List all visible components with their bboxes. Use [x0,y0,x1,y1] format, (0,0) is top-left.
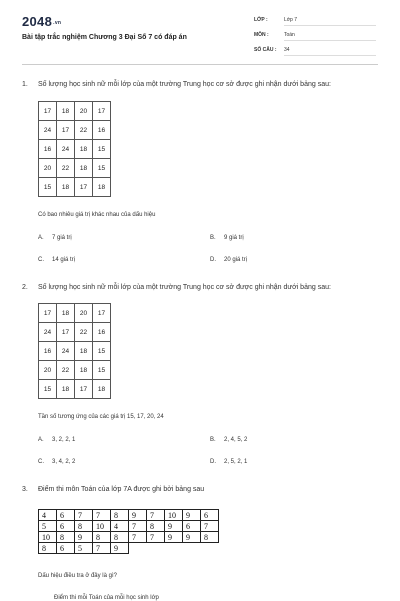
score-cell: 8 [75,521,93,532]
table-row [39,543,219,554]
question-text: Điểm thi môn Toán của lớp 7A được ghi bởi bảng sau [38,486,205,493]
score-cell: 9 [75,532,93,543]
table-cell: 18 [93,380,111,399]
option-text: 2, 5, 2, 1 [224,459,248,465]
table-cell: 22 [75,121,93,140]
table-cell: 18 [75,159,93,178]
question-prompt: Tần số tương ứng của các giá trị 15, 17, 20, 24 [38,414,164,420]
table-row [39,342,111,361]
option-text: 7 giá trị [52,235,72,241]
header-divider [22,64,378,65]
option-key: A. [38,235,44,241]
score-cell: 9 [183,510,201,521]
score-cell [165,543,183,554]
table-row [39,140,111,159]
option-a[interactable] [38,235,72,241]
score-cell: 7 [129,532,147,543]
scores-table [38,509,219,554]
table-row [39,159,111,178]
score-cell: 6 [183,521,201,532]
table-cell: 20 [75,102,93,121]
data-table [38,303,111,399]
table-cell: 16 [39,140,57,159]
score-cell [183,543,201,554]
meta-class-label: LỚP : [254,17,268,23]
option-text: 3, 4, 2, 2 [52,459,76,465]
score-cell: 10 [93,521,111,532]
score-cell: 8 [111,510,129,521]
score-cell: 5 [39,521,57,532]
table-cell: 18 [75,361,93,380]
score-cell: 8 [93,532,111,543]
option-key: D. [210,459,216,465]
score-cell: 8 [57,532,75,543]
option-text: 3, 2, 2, 1 [52,437,76,443]
score-cell: 9 [129,510,147,521]
option-key: C. [38,257,44,263]
option-key: D. [210,257,216,263]
question-number: 1. [22,81,28,88]
question-number: 2. [22,284,28,291]
score-cell: 9 [111,543,129,554]
score-cell: 8 [39,543,57,554]
table-cell: 16 [39,342,57,361]
table-cell: 18 [57,178,75,197]
question-text: Số lượng học sinh nữ mỗi lớp của một trường Trung học cơ sở được ghi nhận dưới bảng sau: [38,284,331,291]
option-text: 9 giá trị [224,235,244,241]
table-cell: 22 [57,159,75,178]
score-cell: 7 [75,510,93,521]
meta-class-value: Lớp 7 [284,17,376,26]
site-logo[interactable] [22,14,61,29]
score-cell: 7 [93,543,111,554]
meta-count-value: 34 [284,47,376,56]
score-cell: 4 [39,510,57,521]
score-cell: 8 [111,532,129,543]
table-row [39,121,111,140]
table-cell: 18 [93,178,111,197]
option-partial[interactable]: Điểm thi mỗi Toán của mỗi học sinh lớp [54,595,159,601]
table-cell: 22 [75,323,93,342]
table-cell: 18 [75,140,93,159]
option-text: 2, 4, 5, 2 [224,437,248,443]
table-cell: 24 [39,323,57,342]
score-cell: 9 [165,521,183,532]
table-cell: 17 [93,304,111,323]
logo-sub: .vn [53,19,62,26]
score-cell: 10 [165,510,183,521]
score-cell: 9 [183,532,201,543]
score-cell: 6 [57,521,75,532]
score-cell: 6 [201,510,219,521]
table-cell: 17 [57,323,75,342]
score-cell: 8 [147,521,165,532]
table-row [39,510,219,521]
document-title: Bài tập trắc nghiệm Chương 3 Đại Số 7 có đáp án [22,34,187,41]
data-table [38,101,111,197]
table-cell: 22 [57,361,75,380]
table-cell: 17 [39,102,57,121]
score-cell [147,543,165,554]
meta-count-label: SỐ CÂU : [254,47,277,53]
question-number: 3. [22,486,28,493]
score-cell: 7 [129,521,147,532]
question-text: Số lượng học sinh nữ mỗi lớp của một trường Trung học cơ sở được ghi nhận dưới bảng sau: [38,81,331,88]
table-row [39,361,111,380]
meta-subject-label: MÔN : [254,32,269,38]
score-cell: 7 [93,510,111,521]
table-cell: 20 [39,361,57,380]
table-cell: 15 [39,380,57,399]
table-cell: 17 [57,121,75,140]
score-cell: 7 [147,510,165,521]
question-prompt: Có bao nhiêu giá trị khác nhau của dấu hiệu [38,212,156,218]
table-cell: 18 [57,102,75,121]
score-cell: 4 [111,521,129,532]
score-cell: 5 [75,543,93,554]
score-cell: 6 [57,510,75,521]
table-cell: 24 [57,140,75,159]
score-cell [201,543,219,554]
meta-subject-value: Toán [284,32,376,41]
table-cell: 24 [39,121,57,140]
table-cell: 18 [57,380,75,399]
option-d[interactable] [210,257,247,263]
table-cell: 15 [93,342,111,361]
table-cell: 20 [75,304,93,323]
score-cell: 10 [39,532,57,543]
option-c[interactable] [38,257,75,263]
table-cell: 20 [39,159,57,178]
question-prompt: Dấu hiệu điều tra ở đây là gì? [38,573,117,579]
option-b[interactable] [210,437,247,443]
score-cell [129,543,147,554]
score-cell: 9 [165,532,183,543]
document-header [0,0,400,64]
table-cell: 16 [93,121,111,140]
table-cell: 15 [93,159,111,178]
table-row [39,521,219,532]
table-cell: 16 [93,323,111,342]
table-cell: 15 [39,178,57,197]
table-cell: 18 [57,304,75,323]
option-b[interactable] [210,235,244,241]
table-cell: 18 [75,342,93,361]
table-cell: 17 [39,304,57,323]
option-key: B. [210,437,216,443]
option-d[interactable] [210,459,247,465]
table-row [39,102,111,121]
option-key: B. [210,235,216,241]
score-cell: 7 [201,521,219,532]
option-key: C. [38,459,44,465]
table-cell: 24 [57,342,75,361]
score-cell: 6 [57,543,75,554]
table-row [39,178,111,197]
option-a[interactable] [38,437,75,443]
table-row [39,323,111,342]
table-cell: 15 [93,140,111,159]
table-row [39,380,111,399]
option-text: 14 giá trị [52,257,76,263]
table-cell: 17 [75,178,93,197]
option-text: 20 giá trị [224,257,248,263]
option-key: A. [38,437,44,443]
option-c[interactable] [38,459,75,465]
logo-main: 2048 [22,14,53,29]
score-cell: 7 [147,532,165,543]
table-cell: 17 [93,102,111,121]
table-cell: 17 [75,380,93,399]
table-row [39,532,219,543]
table-cell: 15 [93,361,111,380]
table-row [39,304,111,323]
score-cell: 8 [201,532,219,543]
